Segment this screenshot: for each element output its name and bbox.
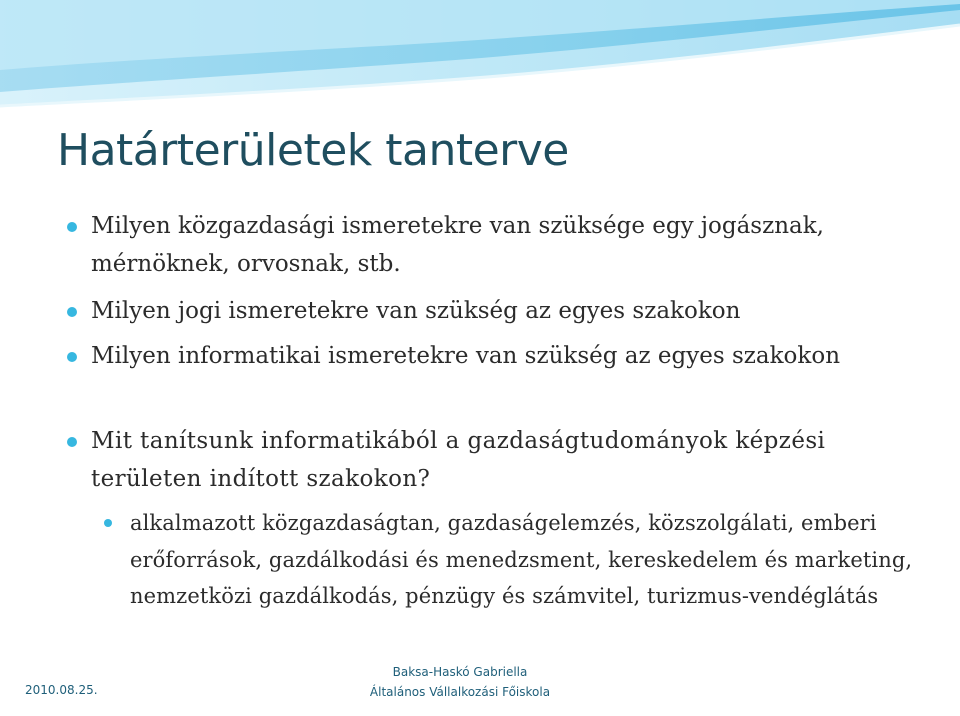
- list-item: [91, 337, 901, 375]
- sub-bullet-text: alkalmazott közgazdaságtan, gazdaságelemzés, közszolgálati, emberi erőforrások, gazdálkodási és menedzsment, kereskedelem és marketing, nemzetközi gazdálkodás, pénzügy és számvitel, turizmus-vendéglátás: [130, 511, 913, 608]
- bullet-dot-icon: [67, 307, 77, 317]
- footer-credits: [340, 662, 580, 702]
- sub-bullet-dot-icon: [104, 519, 112, 527]
- footer-author: Baksa-Haskó Gabriella: [392, 665, 528, 679]
- list-item: [91, 207, 901, 283]
- bullet-text: Mit tanítsunk informatikából a gazdaságtudományok képzési területen indított szakokon?: [91, 428, 826, 492]
- bullet-dot-icon: [67, 352, 77, 362]
- bullet-text: Milyen informatikai ismeretekre van szükség az egyes szakokon: [91, 343, 841, 369]
- bullet-text: Milyen jogi ismeretekre van szükség az egyes szakokon: [91, 298, 741, 324]
- footer-date: 2010.08.25.: [25, 683, 98, 697]
- list-item: [91, 292, 901, 330]
- bullet-dot-icon: [67, 437, 77, 447]
- header-wave-banner: [0, 0, 960, 115]
- bullet-dot-icon: [67, 222, 77, 232]
- sub-list-item: [130, 505, 930, 615]
- footer-institution: Általános Vállalkozási Főiskola: [369, 685, 551, 699]
- list-item: [91, 422, 901, 498]
- bullet-text: Milyen közgazdasági ismeretekre van szüksége egy jogásznak, mérnöknek, orvosnak, stb.: [91, 213, 824, 277]
- page-title: Határterületek tanterve: [57, 125, 569, 176]
